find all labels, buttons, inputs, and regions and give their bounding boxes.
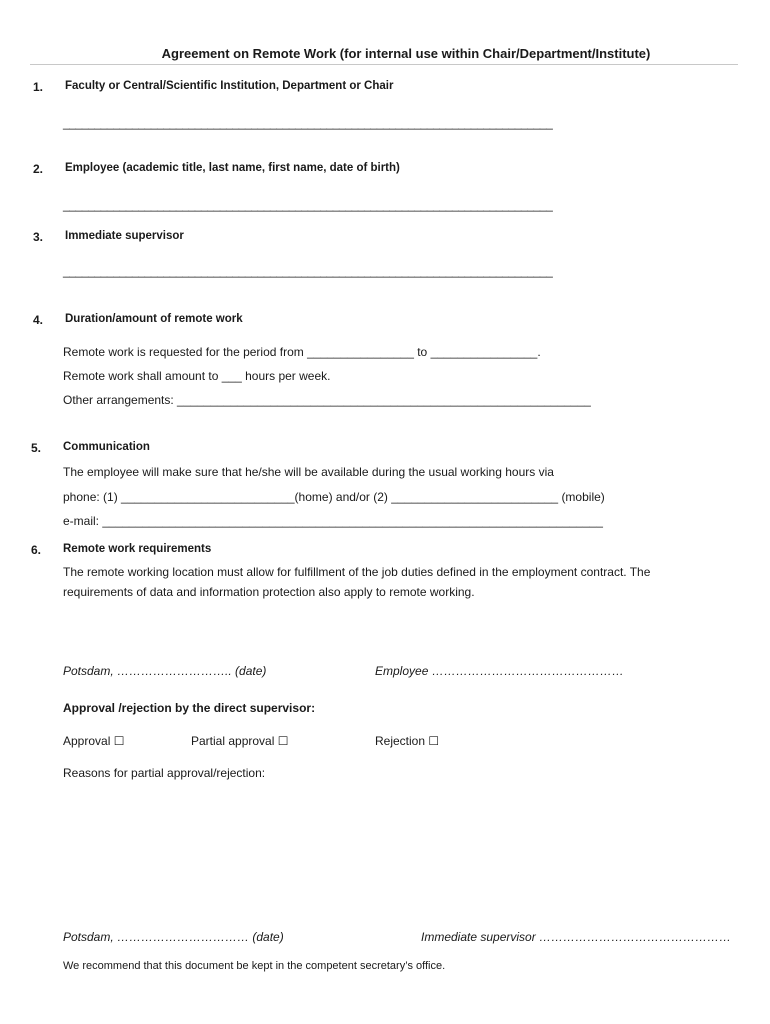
section-1-number: 1. <box>33 80 44 94</box>
reasons-label: Reasons for partial approval/rejection: <box>63 766 266 780</box>
footer-note: We recommend that this document be kept in the competent secretary’s office. <box>63 960 446 972</box>
section-2-heading: Employee (academic title, last name, first name, date of birth) <box>65 162 400 174</box>
approval-checkbox[interactable]: Approval ☐ <box>63 734 125 748</box>
other-arrangements-line[interactable]: Other arrangements: ______________________________________________________________ <box>63 393 591 407</box>
rejection-checkbox[interactable]: Rejection ☐ <box>375 734 440 748</box>
partial-approval-checkbox[interactable]: Partial approval ☐ <box>191 734 289 748</box>
supervisor-signature[interactable]: Immediate supervisor ………………………………………… <box>421 930 732 944</box>
section-6-number: 6. <box>31 543 42 557</box>
duration-hours-line[interactable]: Remote work shall amount to ___ hours per week. <box>63 369 331 383</box>
section-4-number: 4. <box>33 313 44 327</box>
phone-line[interactable]: phone: (1) __________________________(home) and/or (2) _________________________ (mobile) <box>63 490 605 504</box>
section-6-heading: Remote work requirements <box>63 543 212 555</box>
section-2-number: 2. <box>33 162 44 176</box>
requirements-line-2: requirements of data and information protection also apply to remote working. <box>63 585 475 599</box>
communication-intro: The employee will make sure that he/she will be available during the usual working hours via <box>63 465 554 479</box>
approval-heading: Approval /rejection by the direct supervisor: <box>63 701 316 715</box>
section-5-heading: Communication <box>63 441 150 453</box>
section-3-number: 3. <box>33 230 44 244</box>
section-4-heading: Duration/amount of remote work <box>65 313 243 325</box>
section-1-heading: Faculty or Central/Scientific Institution, Department or Chair <box>65 80 394 92</box>
faculty-field[interactable]: ______________________________________________________________________________ <box>63 116 553 130</box>
email-line[interactable]: e-mail: ___________________________________________________________________________ <box>63 514 603 528</box>
section-3-heading: Immediate supervisor <box>65 230 184 242</box>
duration-period-line[interactable]: Remote work is requested for the period from ________________ to ________________. <box>63 345 541 359</box>
page-title: Agreement on Remote Work (for internal use within Chair/Department/Institute) <box>161 46 651 61</box>
title-divider <box>30 64 738 65</box>
employee-field[interactable]: ______________________________________________________________________________ <box>63 198 553 212</box>
requirements-line-1: The remote working location must allow for fulfillment of the job duties defined in the employment contract. The <box>63 565 651 579</box>
section-5-number: 5. <box>31 441 42 455</box>
supervisor-field[interactable]: ______________________________________________________________________________ <box>63 264 553 278</box>
employee-signature[interactable]: Employee ………………………………………… <box>375 664 624 678</box>
employee-place-date[interactable]: Potsdam, ……………………….. (date) <box>63 664 267 678</box>
supervisor-place-date[interactable]: Potsdam, …………………………… (date) <box>63 930 284 944</box>
